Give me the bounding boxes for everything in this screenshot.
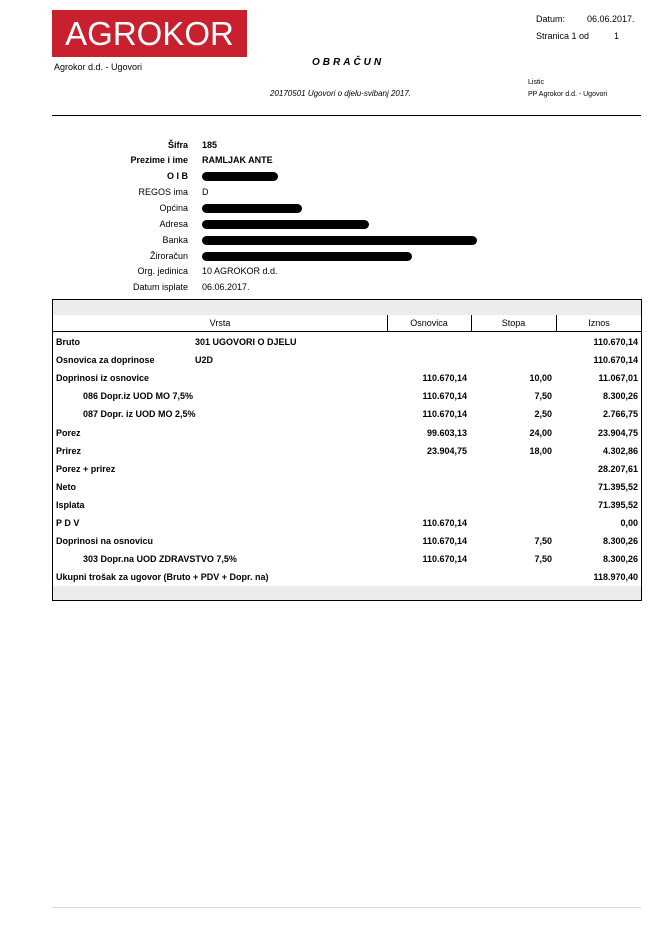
info-row-datum bbox=[52, 282, 612, 298]
table-row bbox=[53, 446, 641, 462]
table-row bbox=[53, 428, 641, 444]
row-iznos: 71.395,52 bbox=[597, 481, 638, 492]
table-row bbox=[53, 355, 641, 371]
header-separator bbox=[556, 315, 557, 332]
page-value: 1 bbox=[614, 31, 620, 41]
listic-label: Listic bbox=[528, 79, 544, 86]
regos-value: D bbox=[202, 187, 209, 197]
org-value: 10 AGROKOR d.d. bbox=[202, 266, 278, 276]
table-row bbox=[53, 373, 641, 389]
table-bottom-band bbox=[53, 586, 641, 600]
row-name: Porez + prirez bbox=[56, 463, 116, 474]
row-iznos: 110.670,14 bbox=[593, 337, 638, 347]
table-header bbox=[53, 315, 641, 332]
row-osnovica: 110.670,14 bbox=[422, 409, 467, 420]
row-name: Doprinosi na osnovicu bbox=[56, 536, 154, 547]
regos-label: REGOS ima bbox=[138, 187, 188, 197]
info-row-adresa bbox=[52, 219, 612, 235]
row-iznos: 8.300,26 bbox=[602, 391, 638, 402]
info-row-banka bbox=[52, 235, 612, 251]
row-iznos: 8.300,26 bbox=[602, 536, 638, 547]
row-name: Ukupni trošak za ugovor (Bruto + PDV + Dopr. na) bbox=[56, 572, 269, 583]
table-row bbox=[53, 464, 641, 480]
row-iznos: 28.207,61 bbox=[597, 463, 638, 474]
info-row-org bbox=[52, 266, 612, 282]
row-name: Bruto bbox=[56, 337, 80, 347]
sifra-label: Šifra bbox=[167, 140, 188, 150]
row-name: Neto bbox=[56, 481, 76, 492]
info-row-ziroracun bbox=[52, 251, 612, 267]
table-row bbox=[53, 500, 641, 516]
listic-value: PP Agrokor d.d. - Ugovori bbox=[528, 91, 608, 98]
table-row bbox=[53, 482, 641, 498]
org-label: Org. jedinica bbox=[137, 266, 188, 276]
row-osnovica: 23.904,75 bbox=[426, 445, 467, 456]
adresa-redaction bbox=[202, 220, 369, 229]
row-subtext: U2D bbox=[195, 355, 214, 366]
info-row-sifra bbox=[52, 140, 612, 156]
row-iznos: 118.970,40 bbox=[593, 572, 638, 583]
ziroracun-label: Žiroračun bbox=[149, 251, 188, 261]
row-name: 087 Dopr. iz UOD MO 2,5% bbox=[83, 409, 196, 420]
row-name: Porez bbox=[56, 427, 81, 438]
row-stopa: 24,00 bbox=[529, 427, 552, 438]
table-row bbox=[53, 409, 641, 425]
info-row-name bbox=[52, 155, 612, 171]
row-iznos: 23.904,75 bbox=[597, 427, 638, 438]
header-divider bbox=[52, 115, 641, 116]
header-separator bbox=[471, 315, 472, 332]
header-vrsta: Vrsta bbox=[209, 318, 231, 328]
row-iznos: 4.302,86 bbox=[602, 445, 638, 456]
opcina-label: Općina bbox=[159, 203, 188, 213]
row-iznos: 8.300,26 bbox=[602, 554, 638, 565]
oib-redaction bbox=[202, 172, 278, 181]
row-osnovica: 110.670,14 bbox=[422, 373, 467, 384]
footer-divider bbox=[52, 907, 641, 908]
date-value: 06.06.2017. bbox=[587, 14, 635, 24]
info-row-regos bbox=[52, 187, 612, 203]
header-stopa: Stopa bbox=[501, 318, 526, 328]
table-row bbox=[53, 337, 641, 353]
row-osnovica: 110.670,14 bbox=[422, 518, 467, 528]
row-name: Doprinosi iz osnovice bbox=[56, 373, 150, 384]
row-iznos: 11.067,01 bbox=[598, 373, 638, 384]
header-iznos: Iznos bbox=[588, 318, 610, 328]
row-iznos: 0,00 bbox=[620, 518, 638, 528]
table-row bbox=[53, 536, 641, 552]
row-name: 086 Dopr.iz UOD MO 7,5% bbox=[83, 391, 194, 402]
datum-label: Datum isplate bbox=[132, 282, 188, 292]
agrokor-logo: AGROKOR bbox=[52, 10, 247, 57]
row-stopa: 2,50 bbox=[534, 409, 552, 420]
page-label: Stranica 1 od bbox=[536, 31, 590, 41]
header-separator bbox=[387, 315, 388, 332]
name-value: RAMLJAK ANTE bbox=[202, 155, 273, 165]
name-label: Prezime i ime bbox=[130, 155, 188, 165]
row-stopa: 10,00 bbox=[529, 373, 552, 384]
row-name: P D V bbox=[56, 518, 80, 528]
row-subtext: 301 UGOVORI O DJELU bbox=[195, 337, 297, 347]
row-iznos: 110.670,14 bbox=[593, 355, 638, 366]
oib-label: O I B bbox=[166, 171, 188, 181]
row-name: Prirez bbox=[56, 445, 82, 456]
company-name: Agrokor d.d. - Ugovori bbox=[54, 62, 143, 72]
row-osnovica: 110.670,14 bbox=[422, 536, 467, 547]
table-row bbox=[53, 518, 641, 534]
datum-value: 06.06.2017. bbox=[202, 282, 250, 292]
row-iznos: 71.395,52 bbox=[597, 499, 638, 510]
row-name: 303 Dopr.na UOD ZDRAVSTVO 7,5% bbox=[83, 554, 237, 565]
ziroracun-redaction bbox=[202, 252, 412, 261]
banka-label: Banka bbox=[162, 235, 188, 245]
header-osnovica: Osnovica bbox=[410, 318, 448, 328]
document-subtitle: 20170501 Ugovori o djelu-svibanj 2017. bbox=[270, 89, 411, 98]
banka-redaction bbox=[202, 236, 477, 245]
table-row bbox=[53, 554, 641, 570]
info-row-oib bbox=[52, 171, 612, 187]
row-stopa: 7,50 bbox=[534, 536, 552, 547]
row-osnovica: 110.670,14 bbox=[422, 391, 467, 402]
row-stopa: 7,50 bbox=[534, 554, 552, 565]
table-row bbox=[53, 391, 641, 407]
opcina-redaction bbox=[202, 204, 302, 213]
row-osnovica: 110.670,14 bbox=[422, 554, 467, 565]
info-row-opcina bbox=[52, 203, 612, 219]
date-label: Datum: bbox=[536, 14, 566, 24]
document-title: OBRAČUN bbox=[312, 57, 385, 68]
row-stopa: 7,50 bbox=[534, 391, 552, 402]
row-name: Isplata bbox=[56, 499, 85, 510]
row-name: Osnovica za doprinose bbox=[56, 355, 155, 366]
adresa-label: Adresa bbox=[159, 219, 188, 229]
sifra-value: 185 bbox=[202, 140, 218, 150]
row-stopa: 18,00 bbox=[529, 445, 552, 456]
row-osnovica: 99.603,13 bbox=[426, 427, 467, 438]
calculation-table bbox=[52, 299, 642, 601]
row-iznos: 2.766,75 bbox=[602, 409, 638, 420]
table-top-band bbox=[53, 300, 641, 315]
